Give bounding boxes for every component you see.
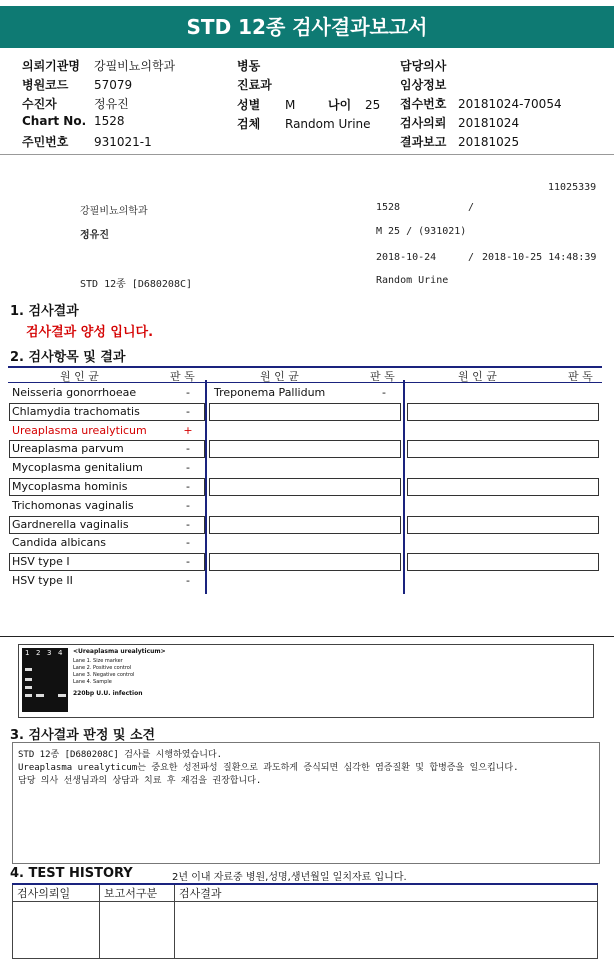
section3-title: 3. 검사결과 판정 및 소견 [10,728,156,743]
print-hospital: 강필비뇨의학과 [80,206,148,217]
field-label: 담당의사 [400,59,447,73]
section1-title: 1. 검사결과 [10,304,79,319]
field-label: 주민번호 [22,135,69,149]
field-label: 병동 [237,59,261,73]
results-header-col1 [8,366,206,383]
field-value: M [285,98,296,112]
row-box [209,403,401,421]
gel-legend-item: Lane 2. Positive control [73,665,132,671]
row-box [209,478,401,496]
print-chart: 1528 [376,202,401,213]
organism-name: Ureaplasma parvum [12,442,124,456]
gel-photo [22,648,68,712]
header-divider [0,154,614,155]
results-header-col3 [404,366,602,383]
ladder-band [25,686,32,689]
opinion-line: Ureaplasma urealyticum는 중요한 성전파성 질환으로 과도하게 증식되면 심각한 염증질환 및 합병증을 일으킵니다. [18,763,519,773]
print-chart-sep: / [468,202,475,213]
result-header: 판 독 [370,370,395,383]
history-header-row [13,884,598,902]
field-value: 정유진 [94,97,129,111]
history-col-result: 검사결과 [175,884,598,902]
print-sex-age: M 25 / (931021) [376,226,467,237]
organism-name: Treponema Pallidum [214,386,326,399]
result-mark: - [186,555,190,569]
ladder-band [25,694,32,697]
organism-header: 원 인 균 [458,370,497,383]
organism-header: 원 인 균 [260,370,299,383]
field-label: 검체 [237,117,261,131]
print-date-from: 2018-10-24 [376,252,437,263]
gel-legend-item: Lane 3. Negative control [73,672,135,678]
section4-title: 4. TEST HISTORY [10,866,133,881]
result-mark: - [186,536,190,550]
organism-name: HSV type I [12,555,70,569]
field-label: Chart No. [22,114,87,128]
result-mark: - [186,386,190,399]
row-box [9,516,205,534]
age-label: 나이 [328,98,352,112]
report-title: STD 12종 검사결과보고서 [0,6,614,48]
result-header: 판 독 [568,370,593,383]
row-box [407,403,599,421]
result-mark: - [186,442,190,456]
result-mark: - [186,480,190,493]
result-mark: - [186,498,190,512]
field-value: 57079 [94,78,133,92]
field-label: 성별 [237,98,261,112]
field-label: 검사의뢰 [400,116,447,130]
result-mark: - [186,404,190,418]
field-label: 접수번호 [400,97,447,111]
row-box [209,553,401,571]
row-box [9,440,205,458]
history-cell [175,902,598,959]
row-box [209,440,401,458]
history-col-type: 보고서구분 [100,884,175,902]
row-box [407,516,599,534]
age-field [328,96,380,113]
opinion-box [12,742,600,864]
header-field [22,95,129,112]
header-field [237,96,295,113]
organism-name: Candida albicans [12,536,106,550]
organism-name: Trichomonas vaginalis [12,498,134,512]
print-date-sep: / [468,252,475,263]
result-mark: - [186,517,190,531]
print-date-to: 2018-10-25 14:48:39 [482,252,597,263]
row-box [9,553,205,571]
history-table [12,883,598,959]
header-field [400,133,519,150]
row-box [9,478,205,496]
field-value: 20181024-70054 [458,97,562,111]
gel-title: <Ureaplasma urealyticum> [73,648,166,655]
print-patient: 정유진 [80,230,109,241]
header-field [400,57,458,74]
section-divider [0,636,614,637]
history-col-date: 검사의뢰일 [13,884,100,902]
field-value: 931021-1 [94,135,152,149]
organism-name: HSV type II [12,574,73,587]
print-specimen: Random Urine [376,275,449,286]
field-label: 의뢰기관명 [22,59,80,73]
field-label: 진료과 [237,78,272,92]
header-field [400,95,562,112]
print-test: STD 12종 [D680208C] [80,279,193,290]
lane-label: 3 [47,649,52,657]
header-field [22,57,175,74]
organism-name: Mycoplasma hominis [12,480,128,493]
row-box [407,478,599,496]
positive-result: 검사결과 양성 입니다. [26,325,154,340]
header-field [237,76,285,93]
header-field [237,57,285,74]
field-value: 1528 [94,114,125,128]
ladder-band [25,668,32,671]
history-cell [100,902,175,959]
organism-name: Gardnerella vaginalis [12,517,129,531]
result-header: 판 독 [170,370,195,383]
result-mark: - [186,461,190,475]
sample-band [58,694,66,697]
organism-name: Mycoplasma genitalium [12,461,143,475]
column-divider [205,380,207,594]
field-value: Random Urine [285,117,371,131]
lane-label: 1 [25,649,30,657]
print-code: 11025339 [548,182,597,193]
field-value: 강필비뇨의학과 [94,59,176,73]
header-field [22,114,125,128]
field-value: 20181024 [458,116,520,130]
positive-band [36,694,44,697]
result-mark: + [183,423,193,437]
organism-name: Ureaplasma urealyticum [12,423,147,437]
history-note: 2년 이내 자료중 병원,성명,생년월일 일치자료 입니다. [172,872,407,883]
lane-label: 4 [58,649,63,657]
organism-header: 원 인 균 [60,370,99,383]
history-row [13,902,598,959]
opinion-line: 담당 의사 선생님과의 상담과 치료 후 재검을 권장합니다. [18,776,262,786]
age-value: 25 [365,98,381,112]
history-cell [13,902,100,959]
field-label: 임상정보 [400,78,447,92]
organism-name: Chlamydia trachomatis [12,404,140,418]
result-mark: - [382,386,386,399]
column-divider [403,380,405,594]
row-box [407,553,599,571]
result-mark: - [186,574,190,587]
header-field [400,114,519,131]
gel-legend-item: Lane 4. Sample [73,679,112,685]
header-field [400,76,458,93]
section2-title: 2. 검사항목 및 결과 [10,350,126,365]
row-box [9,403,205,421]
header-field [22,133,152,150]
band-label: 220bp U.U. infection [73,690,143,697]
ladder-band [25,678,32,681]
field-label: 수진자 [22,97,57,111]
results-header-col2 [206,366,404,383]
organism-name: Neisseria gonorrhoeae [12,386,137,399]
field-label: 병원코드 [22,78,69,92]
header-field [22,76,132,93]
field-label: 결과보고 [400,135,447,149]
row-box [209,516,401,534]
lane-label: 2 [36,649,41,657]
header-field [237,115,371,132]
gel-legend [73,658,134,686]
row-box [407,440,599,458]
opinion-line: STD 12종 [D680208C] 검사를 시행하였습니다. [18,750,223,760]
gel-electrophoresis-image [18,644,594,718]
field-value: 20181025 [458,135,520,149]
gel-legend-item: Lane 1. Size marker [73,658,123,664]
